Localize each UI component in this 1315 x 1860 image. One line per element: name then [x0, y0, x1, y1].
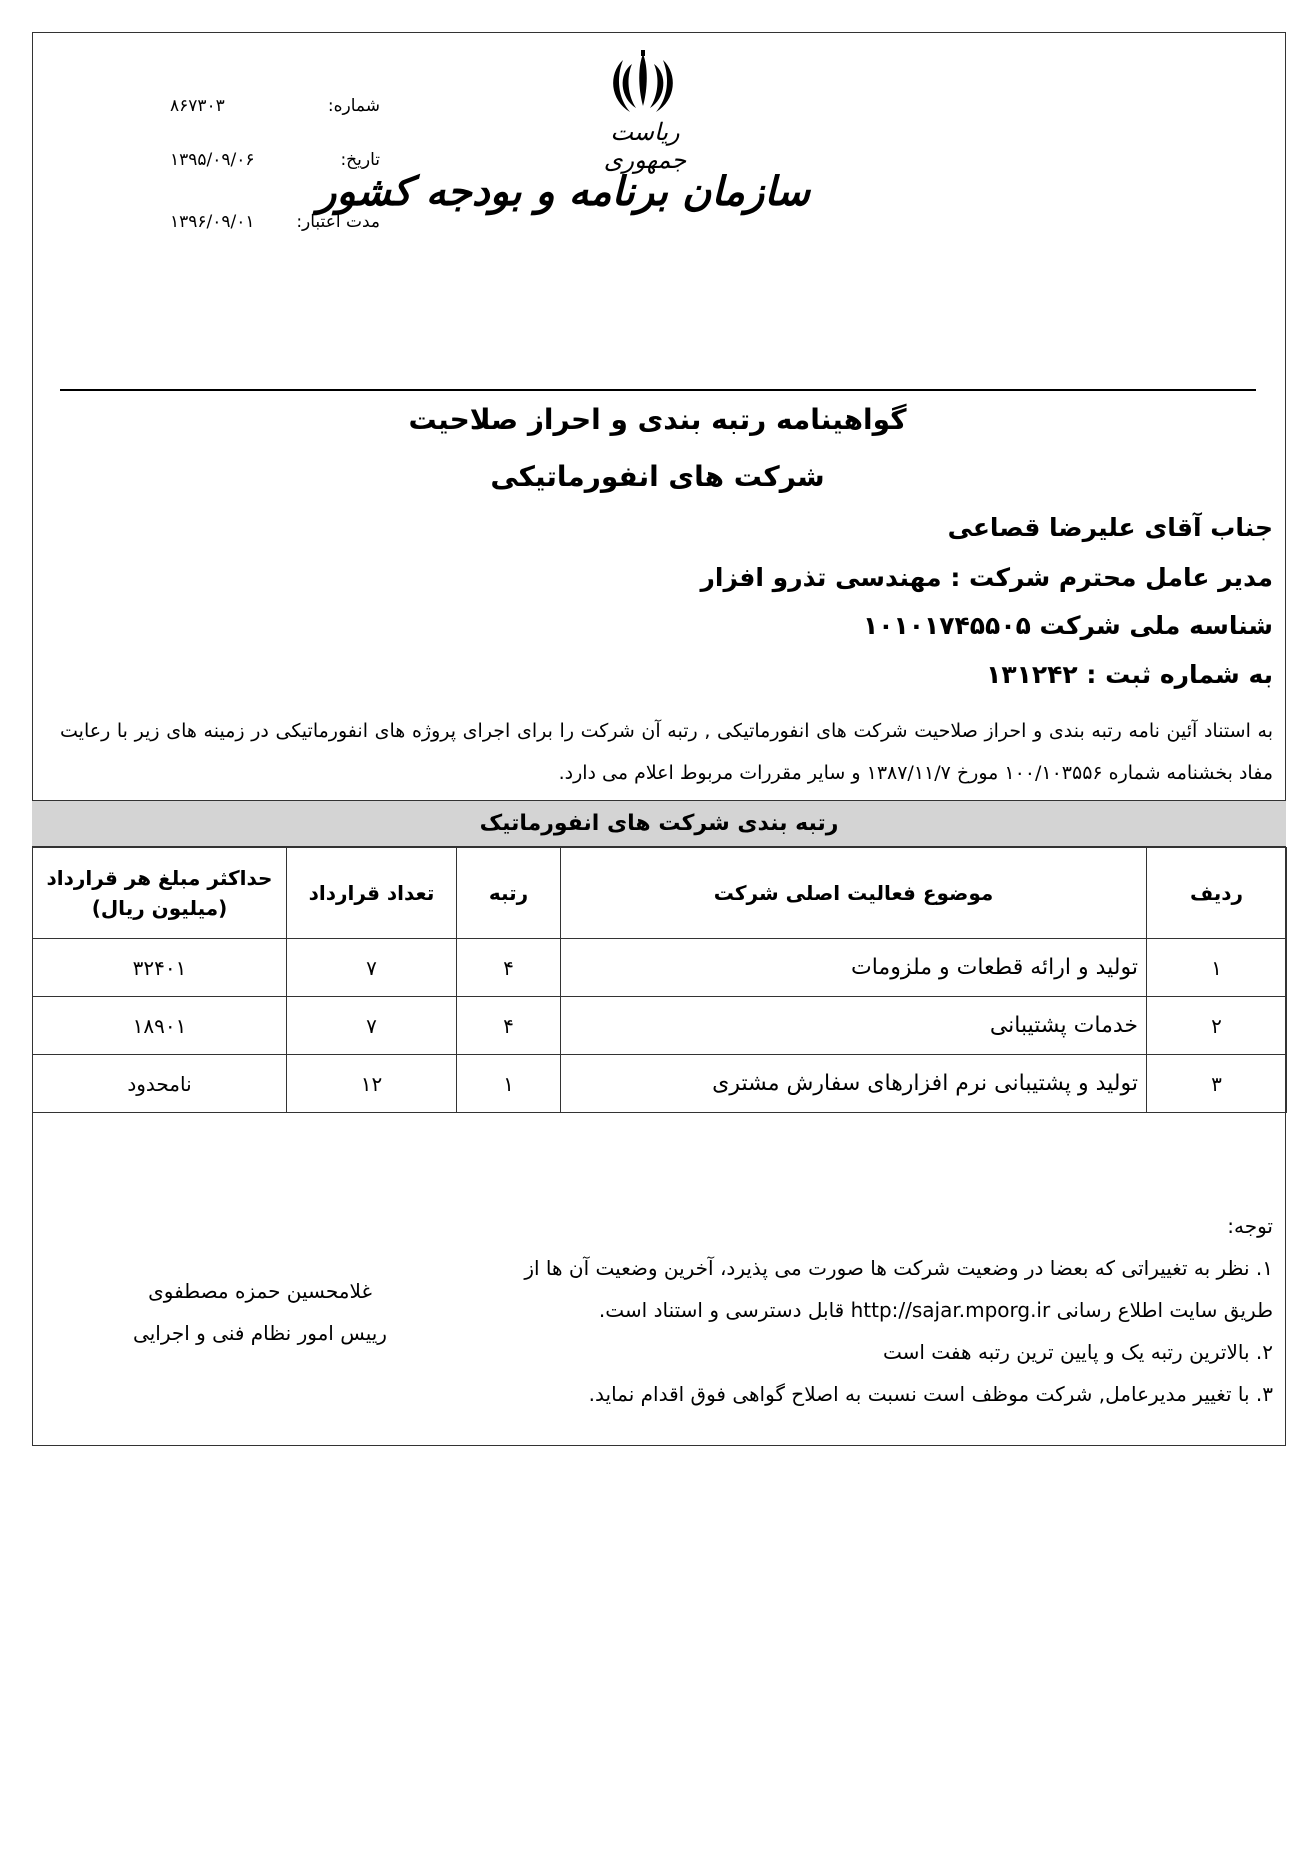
cell-contract-count: ۱۲ — [287, 1055, 457, 1113]
recipient-company: مدیر عامل محترم شرکت : مهندسی تذرو افزار — [700, 563, 1273, 592]
organization-name: سازمان برنامه و بودجه کشور — [317, 168, 810, 215]
cell-contract-count: ۷ — [287, 939, 457, 997]
cell-activity: تولید و پشتیبانی نرم افزارهای سفارش مشتری — [561, 1055, 1147, 1113]
cell-row-number: ۱ — [1147, 939, 1287, 997]
header-rank: رتبه — [457, 848, 561, 939]
letter-number-value: ۸۶۷۳۰۳ — [170, 96, 225, 116]
cell-max-amount: ۳۲۴۰۱ — [33, 939, 287, 997]
ranking-table — [32, 847, 1287, 1113]
header-max-amount-line2: (میلیون ریال) — [91, 896, 228, 920]
header-max-amount — [33, 848, 287, 939]
cell-activity: خدمات پشتیبانی — [561, 997, 1147, 1055]
signatory-name: غلامحسین حمزه مصطفوی — [148, 1279, 372, 1303]
presidency-text: ریاست جمهوری — [603, 118, 687, 174]
body-paragraph: به استناد آئین نامه رتبه بندی و احراز صلاحیت شرکت های انفورماتیکی , رتبه آن شرکت را برای اجرای پروژه های انفورماتیکی در زمینه های زیر با رعایت مفاد بخشنامه شماره ۱۰۰/۱۰۳۵۵۶ مورخ ۱۳۸۷/۱۱/۷ و سایر مقررات مربوط اعلام می دارد. — [60, 720, 1273, 784]
note-item: طریق سایت اطلاع رسانی http://sajar.mporg.ir قابل دسترسی و استناد است. — [598, 1298, 1273, 1322]
certificate-title: گواهینامه رتبه بندی و احراز صلاحیت — [408, 403, 907, 436]
cell-max-amount: ۱۸۹۰۱ — [33, 997, 287, 1055]
notes-section — [373, 1205, 1273, 1415]
header-activity: موضوع فعالیت اصلی شرکت — [561, 848, 1147, 939]
header-max-amount-line1: حداکثر مبلغ هر قرارداد — [46, 866, 273, 890]
validity-value: ۱۳۹۶/۰۹/۰۱ — [170, 212, 255, 232]
letter-number — [170, 96, 380, 116]
recipient-name: جناب آقای علیرضا قصاعی — [947, 513, 1273, 542]
iran-emblem-icon — [608, 48, 678, 118]
validity-date — [170, 212, 380, 232]
letter-number-label: شماره: — [327, 96, 380, 116]
table-header-row — [33, 848, 1287, 939]
cell-activity: تولید و ارائه قطعات و ملزومات — [561, 939, 1147, 997]
table-row — [33, 997, 1287, 1055]
letter-date-value: ۱۳۹۵/۰۹/۰۶ — [170, 150, 255, 170]
table-caption: رتبه بندی شرکت های انفورماتیک — [32, 800, 1286, 847]
signatory-position: رییس امور نظام فنی و اجرایی — [133, 1321, 387, 1345]
note-item: ۱. نظر به تغییراتی که بعضا در وضعیت شرکت ها صورت می پذیرد، آخرین وضعیت آن ها از — [524, 1256, 1273, 1280]
header-contract-count: تعداد قرارداد — [287, 848, 457, 939]
letter-date-label: تاریخ: — [340, 150, 380, 170]
notes-title: توجه: — [1227, 1214, 1273, 1238]
national-id: شناسه ملی شرکت ۱۰۱۰۱۷۴۵۵۰۵ — [862, 611, 1273, 640]
note-item: ۲. بالاترین رتبه یک و پایین ترین رتبه هفت است — [882, 1340, 1273, 1364]
cell-rank: ۴ — [457, 997, 561, 1055]
cell-rank: ۴ — [457, 939, 561, 997]
table-row — [33, 939, 1287, 997]
cell-row-number: ۲ — [1147, 997, 1287, 1055]
letter-date — [170, 150, 380, 170]
header-row-number: ردیف — [1147, 848, 1287, 939]
validity-label: مدت اعتبار: — [296, 212, 380, 232]
registration-number: به شماره ثبت : ۱۳۱۲۴۲ — [986, 660, 1273, 689]
signature-block — [110, 1270, 410, 1354]
note-item: ۳. با تغییر مدیرعامل, شرکت موظف است نسبت به اصلاح گواهی فوق اقدام نماید. — [588, 1382, 1273, 1406]
certificate-subtitle: شرکت های انفورماتیکی — [490, 460, 825, 493]
cell-contract-count: ۷ — [287, 997, 457, 1055]
cell-max-amount: نامحدود — [33, 1055, 287, 1113]
table-row — [33, 1055, 1287, 1113]
cell-row-number: ۳ — [1147, 1055, 1287, 1113]
header-divider — [60, 389, 1256, 391]
cell-rank: ۱ — [457, 1055, 561, 1113]
